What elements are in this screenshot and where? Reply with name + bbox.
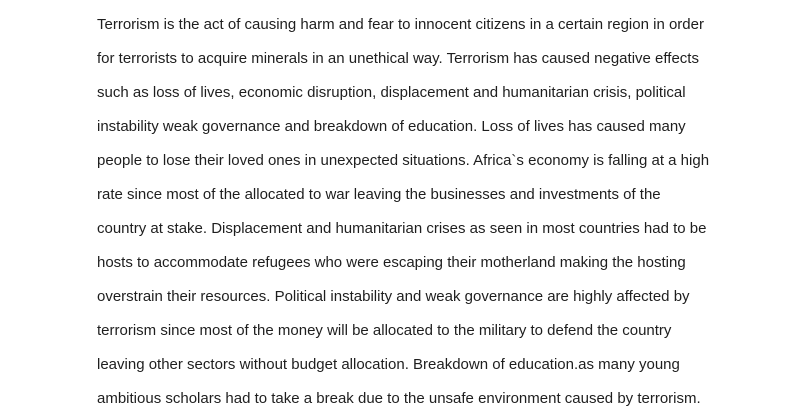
text-line: overstrain their resources. Political instability and weak governance are highly affected by (97, 288, 690, 305)
body-paragraph (97, 8, 757, 416)
text-line: leaving other sectors without budget allocation. Breakdown of education.as many young (97, 356, 680, 373)
text-line: country at stake. Displacement and humanitarian crises as seen in most countries had to be (97, 220, 707, 237)
text-line: rate since most of the allocated to war leaving the businesses and investments of the (97, 186, 661, 203)
text-line: such as loss of lives, economic disruption, displacement and humanitarian crisis, political (97, 84, 686, 101)
text-line: for terrorists to acquire minerals in an unethical way. Terrorism has caused negative effects (97, 50, 699, 67)
text-line: terrorism since most of the money will be allocated to the military to defend the country (97, 322, 672, 339)
text-line: Terrorism is the act of causing harm and fear to innocent citizens in a certain region in order (97, 16, 704, 33)
text-line: hosts to accommodate refugees who were escaping their motherland making the hosting (97, 254, 686, 271)
text-line: people to lose their loved ones in unexpected situations. Africa`s economy is falling at a high (97, 152, 710, 169)
text-line: instability weak governance and breakdown of education. Loss of lives has caused many (97, 118, 686, 135)
text-line: ambitious scholars had to take a break due to the unsafe environment caused by terrorism. (97, 390, 701, 407)
